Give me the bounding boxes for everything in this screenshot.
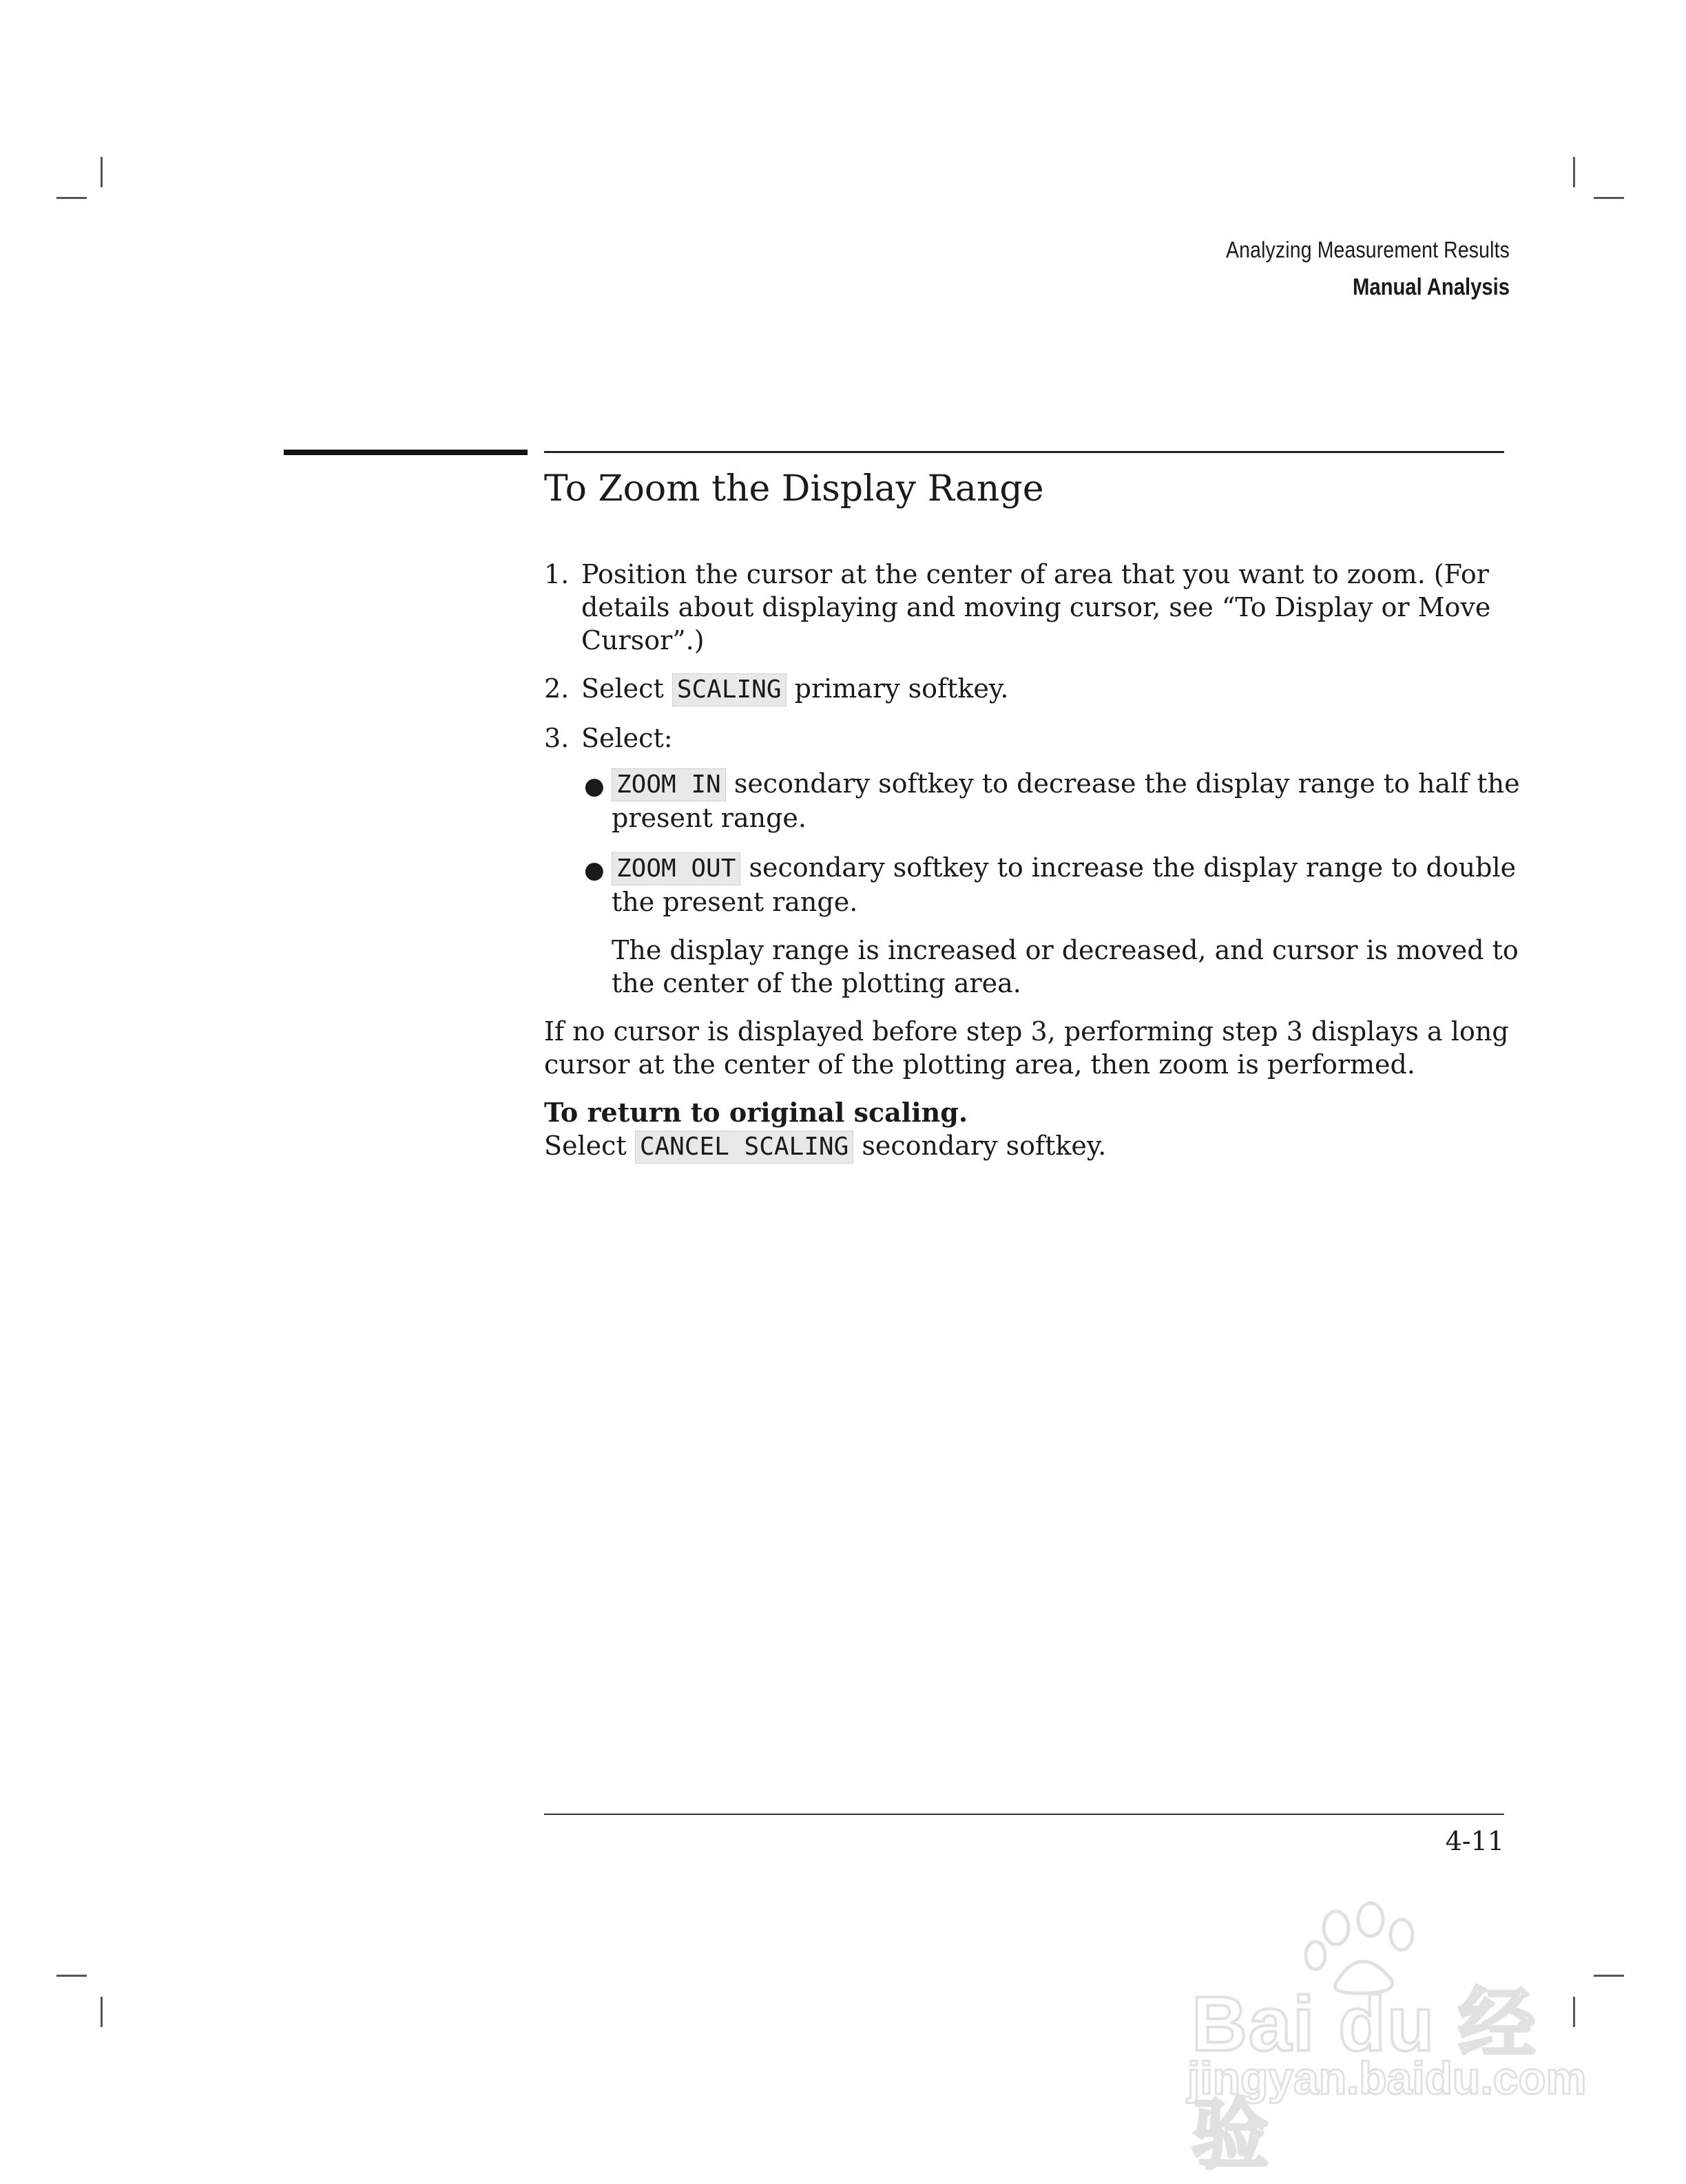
- running-head: [1180, 237, 1510, 301]
- bullet-note: The display range is increased or decreased, and cursor is moved to the center of the plotting area.: [612, 935, 1519, 998]
- watermark: [1171, 1900, 1587, 2178]
- crop-mark: [1594, 1975, 1624, 1977]
- footer-rule: [544, 1814, 1504, 1815]
- crop-mark: [56, 197, 87, 199]
- softkey-zoom-out: ZOOM OUT: [612, 852, 740, 885]
- bullet-icon: ●: [584, 773, 605, 800]
- step-1: [544, 558, 1522, 657]
- list-item: [581, 851, 1522, 918]
- step-number: 2.: [544, 673, 570, 704]
- crop-mark: [1573, 157, 1575, 187]
- step-text: primary softkey.: [794, 673, 1009, 704]
- crop-mark: [1594, 197, 1624, 199]
- step-2: [544, 672, 1522, 706]
- softkey-options-list: [581, 767, 1522, 918]
- list-item: [581, 767, 1522, 834]
- running-head-chapter: Manual Analysis: [1352, 274, 1510, 300]
- step-text: Select: [581, 673, 664, 704]
- return-text: Select: [544, 1131, 627, 1161]
- note-paragraph: If no cursor is displayed before step 3, performing step 3 displays a long cursor at the center of the plotting area, then zoom is performed.: [544, 1016, 1509, 1080]
- step-text: Select:: [581, 723, 673, 753]
- step-number: 1.: [544, 559, 570, 589]
- subhead: To return to original scaling.: [544, 1097, 968, 1128]
- return-text: secondary softkey.: [862, 1131, 1107, 1161]
- crop-mark: [56, 1975, 87, 1977]
- list-item-text: secondary softkey to decrease the display range to half the present range.: [612, 768, 1520, 833]
- softkey-zoom-in: ZOOM IN: [612, 768, 726, 801]
- step-text: Position the cursor at the center of area that you want to zoom. (For details about displaying and moving cursor, see “To Display or Move Cursor”.): [581, 559, 1491, 655]
- step-3: [544, 722, 1522, 918]
- crop-mark: [101, 157, 103, 187]
- page-title: To Zoom the Display Range: [544, 468, 1044, 510]
- step-number: 3.: [544, 723, 570, 753]
- page-number: 4-11: [1445, 1826, 1504, 1856]
- softkey-cancel-scaling: CANCEL SCALING: [635, 1131, 853, 1164]
- softkey-scaling: SCALING: [672, 673, 787, 706]
- running-head-section: Analyzing Measurement Results: [1226, 237, 1510, 262]
- return-instruction: [544, 1129, 1522, 1164]
- section-rule-thin: [544, 451, 1504, 453]
- bullet-icon: ●: [584, 857, 605, 884]
- watermark-url: jingyan.baidu.com: [1187, 2052, 1587, 2103]
- section-rule-thick: [284, 450, 528, 455]
- crop-mark: [101, 1997, 103, 2027]
- list-item-text: secondary softkey to increase the display range to double the present range.: [612, 852, 1517, 917]
- procedure-body: [544, 558, 1522, 1179]
- watermark-brand: Bai du 经验: [1191, 1981, 1537, 2178]
